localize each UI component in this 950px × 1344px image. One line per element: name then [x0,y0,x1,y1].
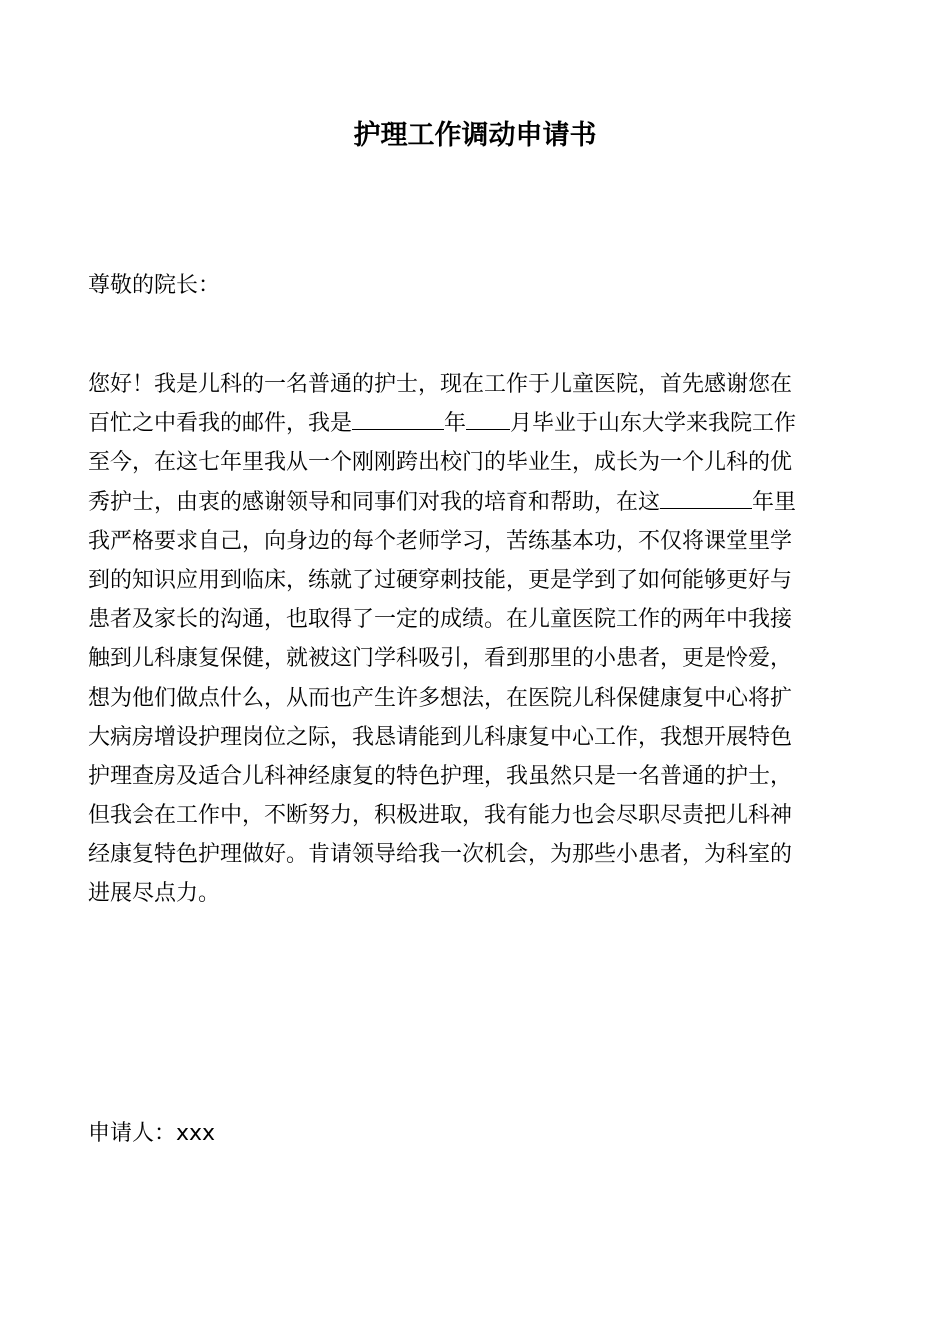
body-line: 想为他们做点什么，从而也产生许多想法，在医院儿科保健康复中心将扩 [88,685,793,711]
body-text-segment: 年 [444,411,467,437]
body-line: 至今，在这七年里我从一个刚刚跨出校门的毕业生，成长为一个儿科的优 [88,450,793,476]
body-line: 经康复特色护理做好。肯请领导给我一次机会，为那些小患者，为科室的 [88,842,793,868]
document-title: 护理工作调动申请书 [353,120,597,151]
body-line: 患者及家长的沟通，也取得了一定的成绩。在儿童医院工作的两年中我接 [88,607,793,633]
fill-in-blank-month [466,407,510,430]
body-line: 我严格要求自己，向身边的每个老师学习，苦练基本功，不仅将课堂里学 [88,528,793,554]
body-line: 但我会在工作中，不断努力，积极进取，我有能力也会尽职尽责把儿科神 [88,803,793,829]
body-line: 到的知识应用到临床，练就了过硬穿刺技能，更是学到了如何能够更好与 [88,567,793,593]
fill-in-blank-years [660,486,752,509]
body-text-segment: 年里 [752,489,797,515]
body-text-segment: 百忙之中看我的邮件，我是 [88,411,353,437]
letter-body [88,365,868,914]
body-line [88,404,868,443]
body-text-segment: 月毕业于山东大学来我院工作 [510,411,797,437]
fill-in-blank-year [352,407,444,430]
body-line: 进展尽点力。 [88,881,221,907]
body-line: 护理查房及适合儿科神经康复的特色护理，我虽然只是一名普通的护士， [88,763,793,789]
body-line: 触到儿科康复保健，就被这门学科吸引，看到那里的小患者，更是怜爱， [88,646,793,672]
salutation: 尊敬的院长： [88,273,221,298]
body-line: 大病房增设护理岗位之际，我恳请能到儿科康复中心工作，我想开展特色 [88,724,793,750]
body-line [88,483,868,522]
body-text-segment: 秀护士，由衷的感谢领导和同事们对我的培育和帮助，在这 [88,489,661,515]
signature: 申请人：xxx [88,1121,216,1146]
body-line: 您好！我是儿科的一名普通的护士，现在工作于儿童医院，首先感谢您在 [88,372,793,397]
